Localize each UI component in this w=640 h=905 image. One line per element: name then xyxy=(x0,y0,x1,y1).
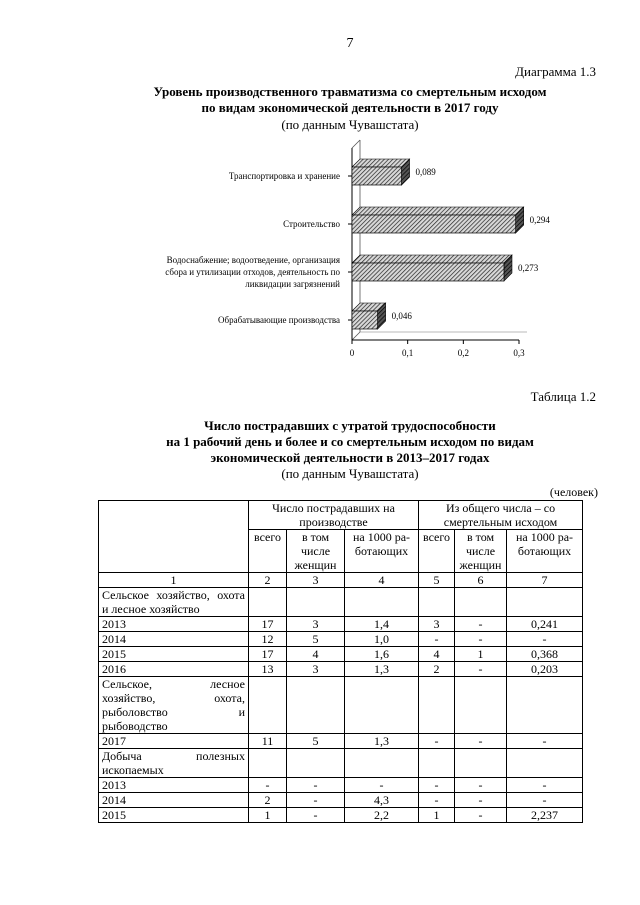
empty-cell xyxy=(287,588,345,617)
value-cell: 3 xyxy=(287,662,345,677)
empty-cell xyxy=(419,749,455,778)
year-cell: 2013 xyxy=(99,778,249,793)
value-cell: 1,6 xyxy=(345,647,419,662)
value-cell: - xyxy=(507,734,583,749)
category-label-line: Обрабатывающие производства xyxy=(218,315,340,325)
value-label: 0,046 xyxy=(391,311,412,321)
value-cell: - xyxy=(419,778,455,793)
x-tick-label: 0,1 xyxy=(402,348,414,358)
header-sub: на 1000 ра-ботающих xyxy=(507,530,583,573)
value-cell: 0,368 xyxy=(507,647,583,662)
empty-cell xyxy=(249,588,287,617)
empty-cell xyxy=(249,749,287,778)
value-cell: 0,203 xyxy=(507,662,583,677)
category-label-line: Водоснабжение; водоотведение, организация xyxy=(166,255,340,265)
empty-cell xyxy=(507,677,583,734)
empty-cell xyxy=(345,588,419,617)
category-label-line: ликвидации загрязнений xyxy=(245,279,340,289)
empty-cell xyxy=(345,749,419,778)
value-cell: - xyxy=(507,632,583,647)
bar-chart xyxy=(0,0,640,380)
table-row xyxy=(99,793,583,808)
value-cell: - xyxy=(455,793,507,808)
header-group-injured: Число пострадавших на производстве xyxy=(249,501,419,530)
value-cell: 2,237 xyxy=(507,808,583,823)
table-row xyxy=(99,647,583,662)
header-sub: всего xyxy=(419,530,455,573)
section-name: Сельское, лесное хозяйство, охота, рыболовство и рыбоводство xyxy=(99,677,249,734)
diagram-label: Диаграмма 1.3 xyxy=(515,64,596,79)
bar-top-face xyxy=(352,159,410,167)
x-tick-label: 0,2 xyxy=(457,348,469,358)
value-cell: - xyxy=(507,778,583,793)
value-cell: 4,3 xyxy=(345,793,419,808)
axis-depth-top xyxy=(352,140,360,148)
bar-front-face xyxy=(352,311,378,329)
value-cell: 17 xyxy=(249,647,287,662)
table-row xyxy=(99,617,583,632)
year-cell: 2016 xyxy=(99,662,249,677)
value-cell: 1 xyxy=(455,647,507,662)
value-cell: 1 xyxy=(419,808,455,823)
value-cell: - xyxy=(287,778,345,793)
header-sub: всего xyxy=(249,530,287,573)
value-cell: 1,3 xyxy=(345,662,419,677)
empty-cell xyxy=(455,749,507,778)
injury-table xyxy=(98,500,583,823)
category-label xyxy=(100,170,340,182)
value-cell: 5 xyxy=(287,632,345,647)
value-cell: 3 xyxy=(287,617,345,632)
value-cell: - xyxy=(455,662,507,677)
bar-front-face xyxy=(352,167,402,185)
value-cell: 4 xyxy=(287,647,345,662)
value-cell: - xyxy=(455,617,507,632)
col-number: 2 xyxy=(249,573,287,588)
value-cell: 5 xyxy=(287,734,345,749)
empty-cell xyxy=(507,749,583,778)
category-label xyxy=(100,218,340,230)
table-title-line-1: Число пострадавших с утратой трудоспособности xyxy=(204,418,496,433)
value-cell: 1,3 xyxy=(345,734,419,749)
header-row-groups xyxy=(99,501,583,530)
table-row xyxy=(99,632,583,647)
bar xyxy=(352,207,524,233)
section-name: Добыча полезных ископаемых xyxy=(99,749,249,778)
empty-cell xyxy=(345,677,419,734)
col-number: 7 xyxy=(507,573,583,588)
bar xyxy=(352,255,512,281)
value-cell: 2 xyxy=(249,793,287,808)
year-cell: 2013 xyxy=(99,617,249,632)
diagram-source: (по данным Чувашстата) xyxy=(281,117,419,132)
value-cell: - xyxy=(455,632,507,647)
col-number: 1 xyxy=(99,573,249,588)
empty-cell xyxy=(455,677,507,734)
table-row xyxy=(99,808,583,823)
value-cell: - xyxy=(455,734,507,749)
header-empty-cell xyxy=(99,501,249,573)
category-label-line: Транспортировка и хранение xyxy=(228,171,340,181)
value-cell: - xyxy=(287,808,345,823)
empty-cell xyxy=(419,677,455,734)
value-label: 0,089 xyxy=(415,167,436,177)
col-number: 4 xyxy=(345,573,419,588)
column-number-row xyxy=(99,573,583,588)
section-row xyxy=(99,588,583,617)
bar xyxy=(352,303,386,329)
table-row xyxy=(99,778,583,793)
empty-cell xyxy=(507,588,583,617)
value-cell: 0,241 xyxy=(507,617,583,632)
section-name: Сельское хозяйство, охота и лесное хозяйство xyxy=(99,588,249,617)
value-cell: 2 xyxy=(419,662,455,677)
bar-top-face xyxy=(352,207,524,215)
empty-cell xyxy=(287,749,345,778)
value-cell: 12 xyxy=(249,632,287,647)
table-row xyxy=(99,734,583,749)
value-cell: - xyxy=(249,778,287,793)
table-unit: (человек) xyxy=(549,485,598,499)
year-cell: 2015 xyxy=(99,647,249,662)
value-cell: 4 xyxy=(419,647,455,662)
value-cell: - xyxy=(419,632,455,647)
diagram-title-line-2: по видам экономической деятельности в 2017 году xyxy=(201,100,499,115)
value-cell: 2,2 xyxy=(345,808,419,823)
table-source: (по данным Чувашстата) xyxy=(281,466,419,481)
value-label: 0,273 xyxy=(517,263,539,273)
table-row xyxy=(99,662,583,677)
value-cell: - xyxy=(455,778,507,793)
axis-depth-bottom xyxy=(352,332,360,340)
value-cell: - xyxy=(419,793,455,808)
empty-cell xyxy=(419,588,455,617)
table-title-line-2: на 1 рабочий день и более и со смертельным исходом по видам xyxy=(166,434,534,449)
category-label-line: Строительство xyxy=(283,219,340,229)
category-label-line: сбора и утилизации отходов, деятельность по xyxy=(165,267,340,277)
empty-cell xyxy=(287,677,345,734)
section-row xyxy=(99,749,583,778)
bar-top-face xyxy=(352,255,512,263)
table-label: Таблица 1.2 xyxy=(530,389,596,404)
year-cell: 2014 xyxy=(99,632,249,647)
header-sub: на 1000 ра-ботающих xyxy=(345,530,419,573)
bar-front-face xyxy=(352,215,516,233)
col-number: 6 xyxy=(455,573,507,588)
value-cell: - xyxy=(507,793,583,808)
header-group-fatal: Из общего числа – со смертельным исходом xyxy=(419,501,583,530)
year-cell: 2014 xyxy=(99,793,249,808)
value-cell: - xyxy=(455,808,507,823)
col-number: 5 xyxy=(419,573,455,588)
empty-cell xyxy=(455,588,507,617)
table-title-line-3: экономической деятельности в 2013–2017 годах xyxy=(210,450,490,465)
value-label: 0,294 xyxy=(529,215,550,225)
col-number: 3 xyxy=(287,573,345,588)
value-cell: 1,0 xyxy=(345,632,419,647)
value-cell: 3 xyxy=(419,617,455,632)
year-cell: 2017 xyxy=(99,734,249,749)
year-cell: 2015 xyxy=(99,808,249,823)
bar-front-face xyxy=(352,263,504,281)
page-number: 7 xyxy=(346,36,354,51)
value-cell: - xyxy=(287,793,345,808)
value-cell: 13 xyxy=(249,662,287,677)
empty-cell xyxy=(249,677,287,734)
value-cell: 1,4 xyxy=(345,617,419,632)
value-cell: - xyxy=(345,778,419,793)
diagram-title-line-1: Уровень производственного травматизма со смертельным исходом xyxy=(153,84,547,99)
value-cell: 17 xyxy=(249,617,287,632)
header-sub: в том числе женщин xyxy=(287,530,345,573)
category-label xyxy=(100,254,340,290)
x-tick-label: 0,3 xyxy=(513,348,525,358)
value-cell: - xyxy=(419,734,455,749)
header-sub: в том числе женщин xyxy=(455,530,507,573)
section-row xyxy=(99,677,583,734)
x-tick-label: 0 xyxy=(349,348,355,358)
category-label xyxy=(100,314,340,326)
value-cell: 1 xyxy=(249,808,287,823)
bar xyxy=(352,159,410,185)
value-cell: 11 xyxy=(249,734,287,749)
